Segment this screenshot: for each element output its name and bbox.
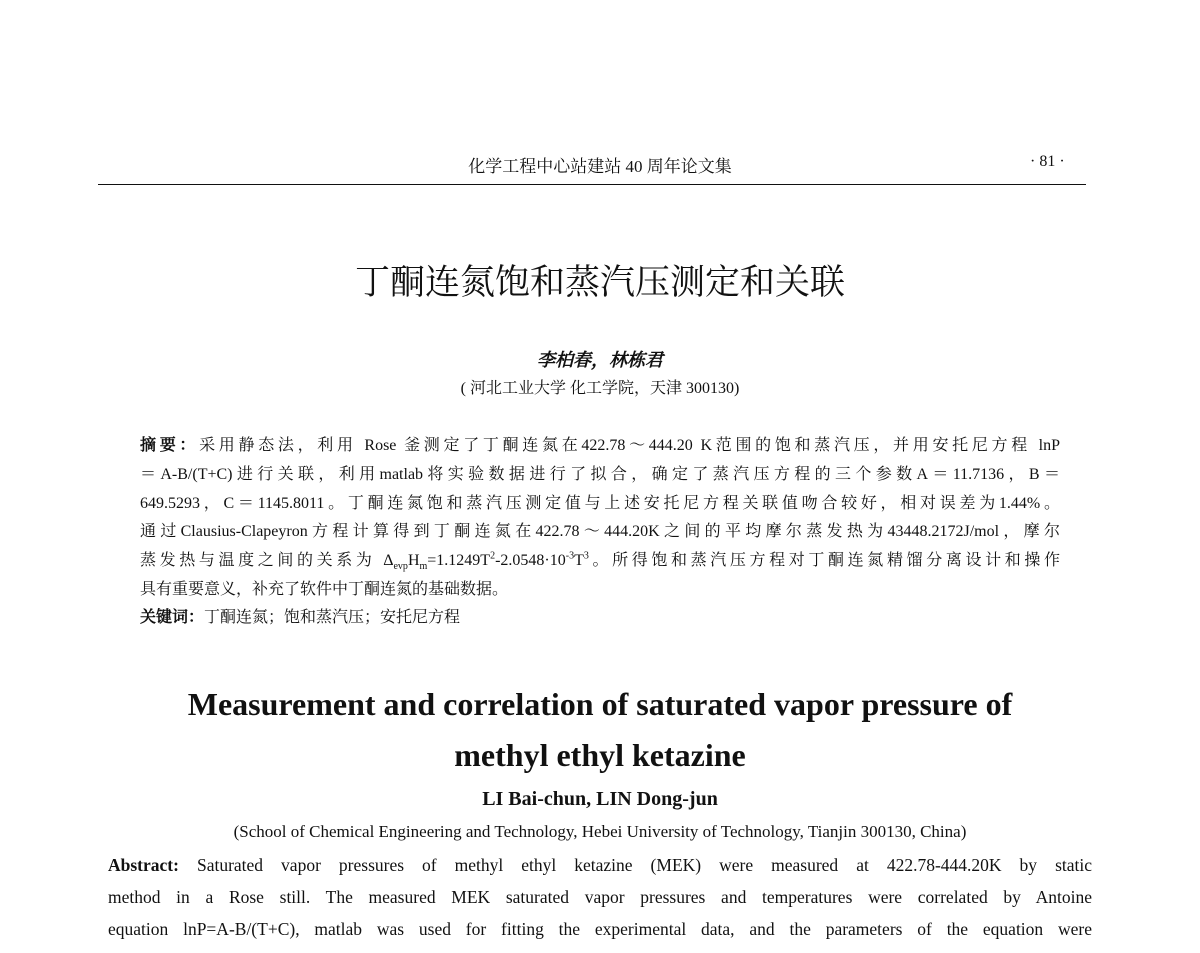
- abstract-cn-line: 具有重要意义，补充了软件中丁酮连氮的基础数据。: [140, 581, 509, 598]
- abstract-cn-line: [140, 547, 1060, 572]
- text: 2: [490, 550, 496, 562]
- title-english: methyl ethyl ketazine: [454, 737, 746, 773]
- text: -2.0548·10: [495, 552, 566, 569]
- text: =1.1249T: [427, 552, 491, 569]
- abstract-cn-label: 摘要：: [140, 437, 200, 454]
- text: evp: [393, 561, 408, 573]
- page-number: · 81 ·: [1030, 153, 1065, 170]
- keywords-cn: [140, 604, 1060, 627]
- affiliation-english: (School of Chemical Engineering and Technology, Hebei University of Technology, Tianjin 300130, China): [233, 822, 967, 841]
- title-english: Measurement and correlation of saturated vapor pressure of: [187, 686, 1013, 722]
- title-chinese: 丁酮连氮饱和蒸汽压测定和关联: [354, 263, 845, 302]
- text: T: [574, 552, 584, 569]
- running-header: 化学工程中心站建站 40 周年论文集: [468, 157, 732, 176]
- text: m: [419, 561, 428, 573]
- abstract-en-text: Saturated vapor pressures of methyl ethyl ketazine (MEK) were measured at 422.78-444.20K by static: [178, 855, 1092, 875]
- authors-chinese: 李柏春，林栋君: [537, 350, 663, 370]
- keywords-cn-label: 关键词：: [140, 609, 205, 626]
- abstract-cn-text: 采用静态法，利用 Rose 釜测定了丁酮连氮在422.78～444.20 K范围的饱和蒸汽压，并用安托尼方程 lnP: [199, 437, 1060, 454]
- abstract-en-line: equation lnP=A-B/(T+C), matlab was used for fitting the experimental data, and the parameters of the equation were: [108, 919, 1092, 939]
- text: 。所得饱和蒸汽压方程对丁酮连氮精馏分离设计和操作: [588, 552, 1060, 569]
- text: 3: [583, 550, 589, 562]
- text: H: [407, 552, 420, 569]
- text: -3: [565, 550, 575, 562]
- authors-english: LI Bai-chun, LIN Dong-jun: [482, 788, 718, 810]
- abstract-cn-line: ＝A-B/(T+C)进行关联，利用matlab将实验数据进行了拟合，确定了蒸汽压方程的三个参数A＝11.7136，B＝: [140, 466, 1060, 483]
- abstract-cn-line: 通过Clausius-Clapeyron方程计算得到丁酮连氮在422.78～444.20K之间的平均摩尔蒸发热为43448.2172J/mol，摩尔: [140, 523, 1060, 540]
- abstract-en-line: [108, 855, 1092, 876]
- header-rule: [98, 184, 1086, 185]
- abstract-en-label: Abstract:: [108, 855, 179, 875]
- affiliation-chinese: ( 河北工业大学 化工学院，天津 300130): [460, 380, 740, 397]
- keywords-cn-text: 丁酮连氮；饱和蒸汽压；安托尼方程: [204, 609, 461, 626]
- abstract-en-line: method in a Rose still. The measured MEK saturated vapor pressures and temperatures were correlated by Antoine: [108, 887, 1092, 907]
- abstract-cn-line: 649.5293，C＝1145.8011。丁酮连氮饱和蒸汽压测定值与上述安托尼方程关联值吻合较好，相对误差为1.44%。: [140, 495, 1060, 512]
- text: 蒸发热与温度之间的关系为 Δ: [140, 552, 394, 569]
- abstract-cn-line: [140, 432, 1060, 455]
